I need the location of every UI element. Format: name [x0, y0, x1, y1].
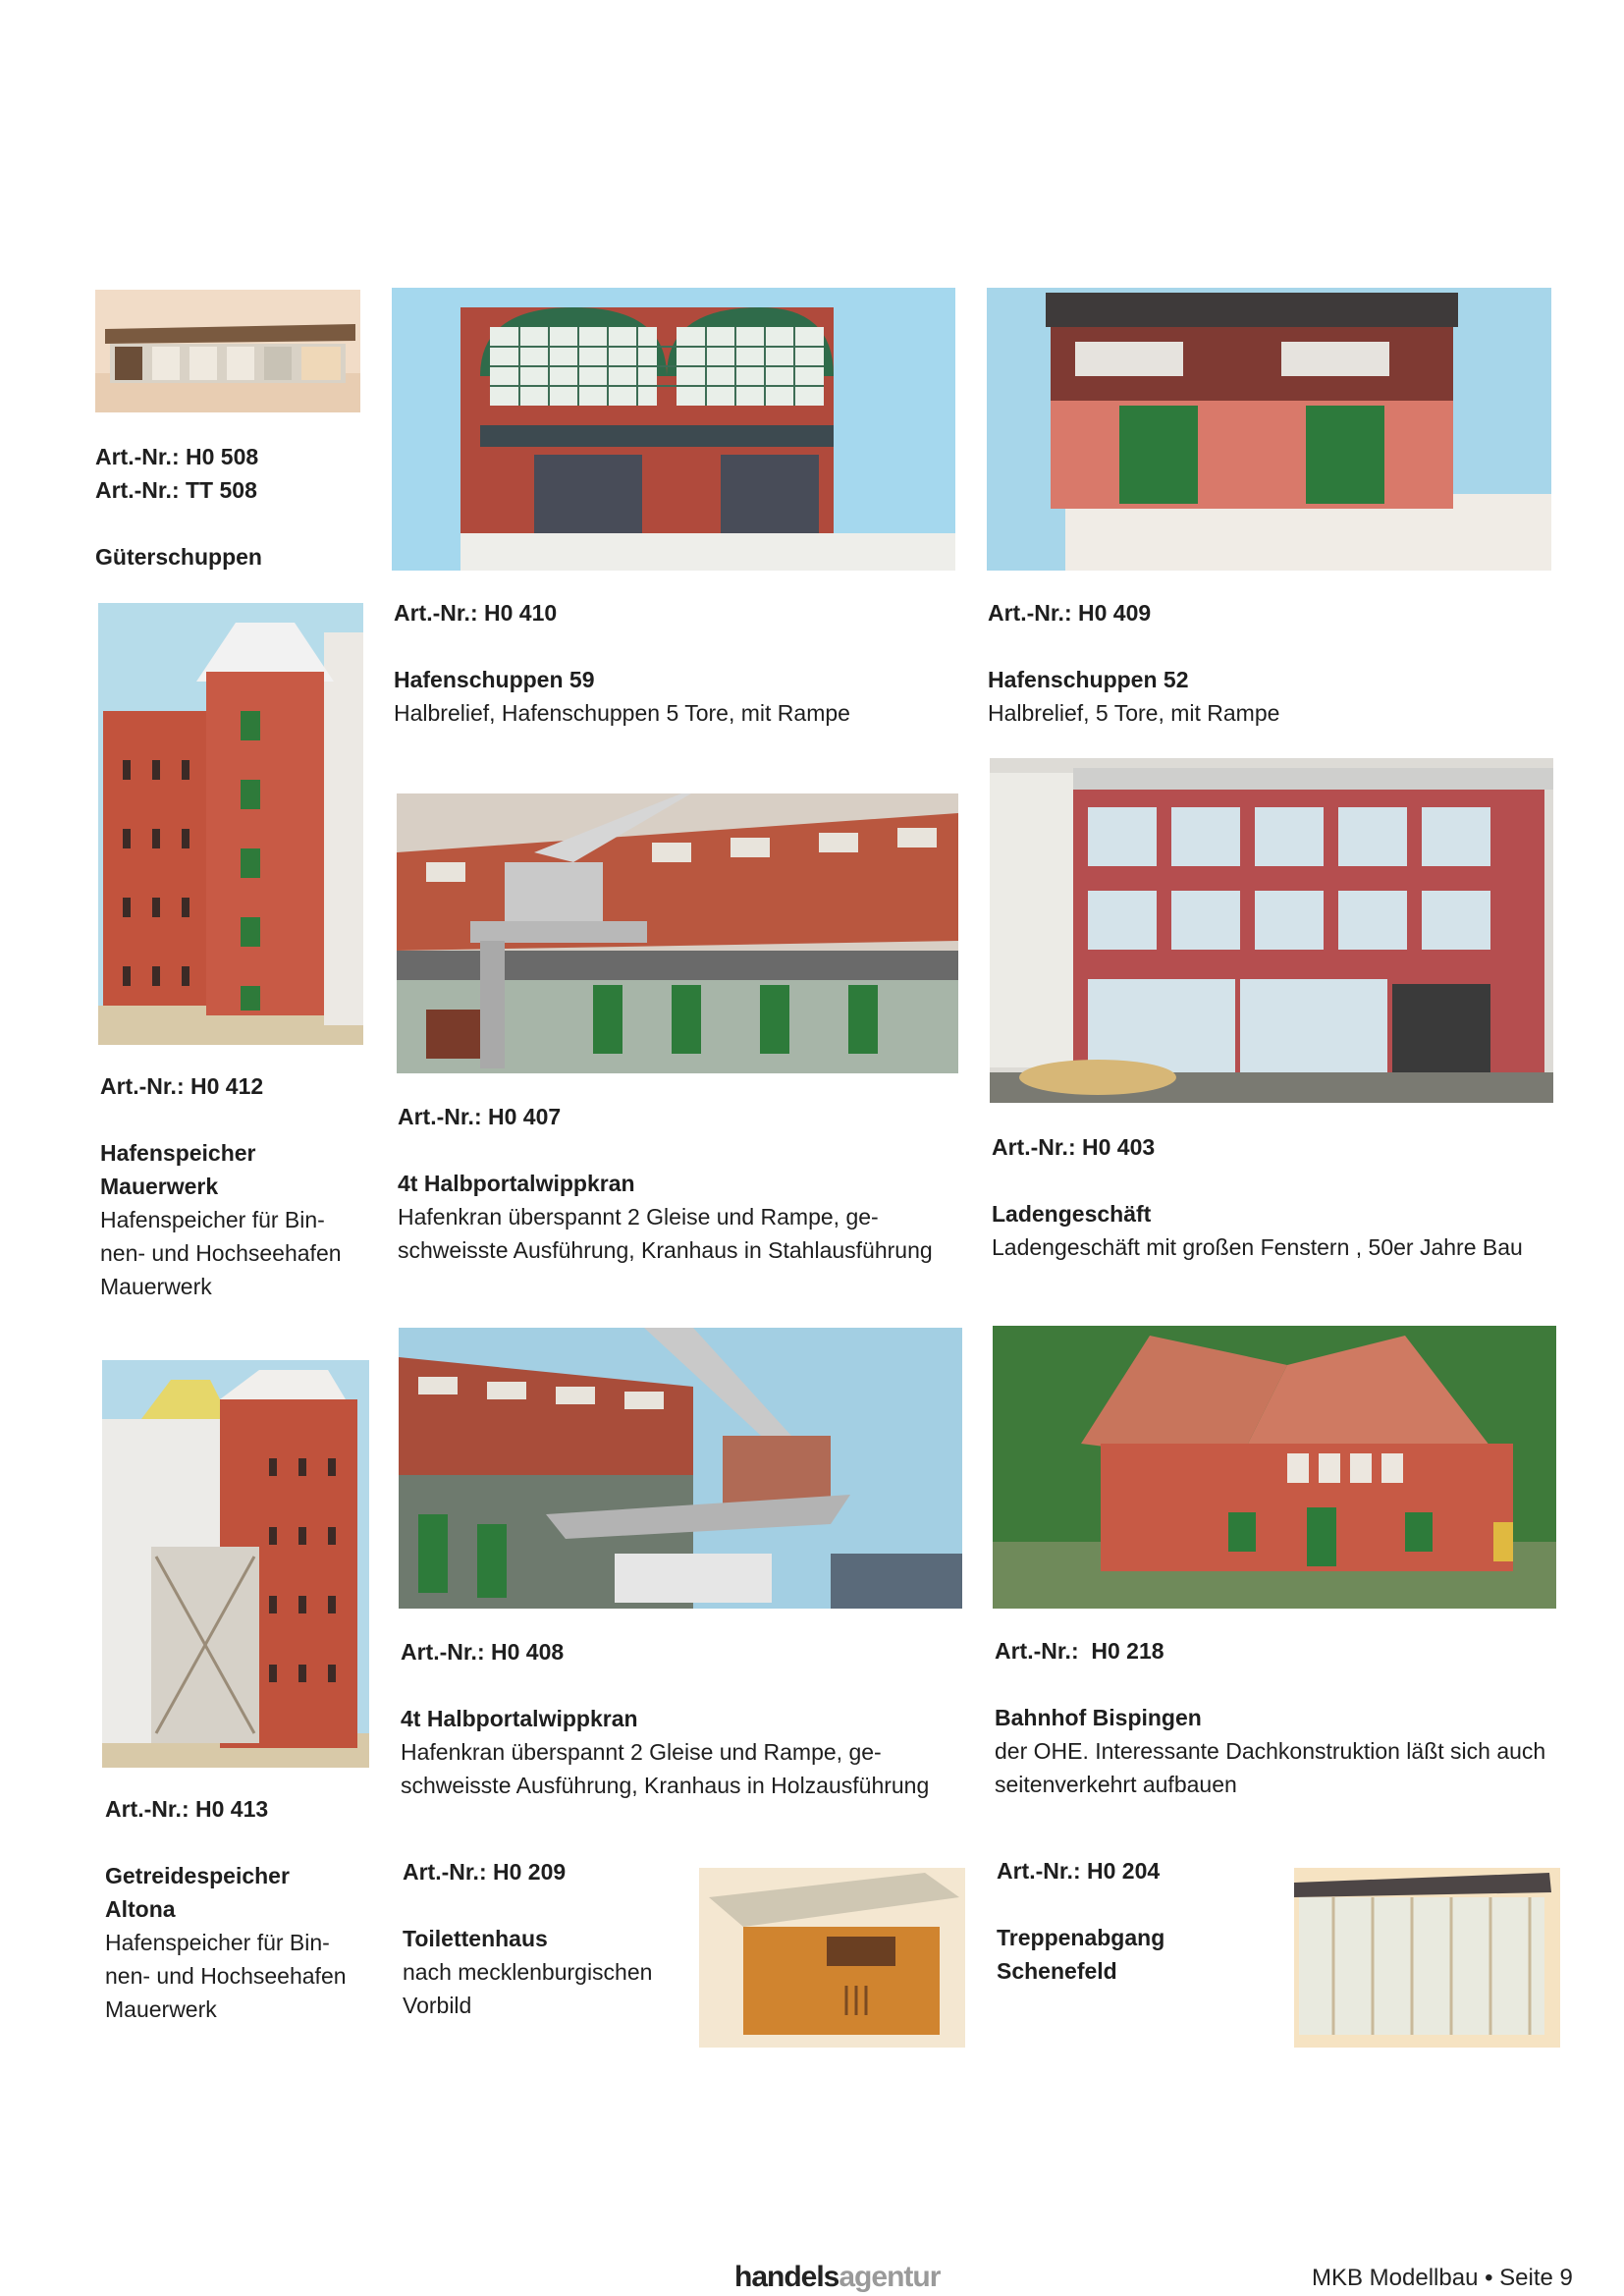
- product-title: Altona: [105, 1896, 176, 1922]
- caption-h0508: [95, 440, 262, 574]
- product-description: nach mecklenburgischen: [403, 1959, 653, 1985]
- product-title: Bahnhof Bispingen: [995, 1705, 1202, 1730]
- article-number: Art.-Nr.: H0 409: [988, 600, 1152, 626]
- product-title: Güterschuppen: [95, 544, 262, 570]
- product-title: 4t Halbportalwippkran: [398, 1171, 635, 1196]
- article-number: Art.-Nr.: H0 218: [995, 1638, 1164, 1664]
- product-description: Vorbild: [403, 1993, 472, 2018]
- product-description: nen- und Hochseehafen: [100, 1240, 342, 1266]
- product-description: Halbrelief, 5 Tore, mit Rampe: [988, 700, 1280, 726]
- photo-halbportalwippkran-holz: [399, 1328, 962, 1609]
- photo-hafenschuppen-52: [987, 288, 1551, 571]
- article-number: Art.-Nr.: H0 209: [403, 1859, 567, 1885]
- product-title: Ladengeschäft: [992, 1201, 1152, 1227]
- product-description: schweisste Ausführung, Kranhaus in Stahlausführung: [398, 1237, 933, 1263]
- brand-light: agentur: [839, 2261, 941, 2293]
- product-description: nen- und Hochseehafen: [105, 1963, 347, 1989]
- product-title: Treppenabgang: [997, 1925, 1165, 1950]
- product-title: 4t Halbportalwippkran: [401, 1706, 638, 1731]
- page-footer: MKB Modellbau • Seite 9: [1312, 2265, 1573, 2291]
- product-description: Hafenkran überspannt 2 Gleise und Rampe, ge-: [401, 1739, 882, 1765]
- caption-h0407: [398, 1100, 933, 1267]
- product-description: Halbrelief, Hafenschuppen 5 Tore, mit Rampe: [394, 700, 850, 726]
- product-title: Toilettenhaus: [403, 1926, 548, 1951]
- product-description: Mauerwerk: [100, 1274, 212, 1299]
- photo-toilettenhaus: [699, 1868, 965, 2048]
- article-number: Art.-Nr.: H0 412: [100, 1073, 264, 1099]
- product-description: Mauerwerk: [105, 1996, 217, 2022]
- photo-getreidespeicher-altona: [102, 1360, 369, 1768]
- product-description: Hafenspeicher für Bin-: [105, 1930, 330, 1955]
- caption-h0204: [997, 1854, 1164, 1988]
- caption-h0409: [988, 596, 1279, 730]
- article-number: Art.-Nr.: TT 508: [95, 477, 257, 503]
- product-description: Hafenspeicher für Bin-: [100, 1207, 325, 1232]
- product-description: Hafenkran überspannt 2 Gleise und Rampe, ge-: [398, 1204, 879, 1230]
- product-title: Schenefeld: [997, 1958, 1117, 1984]
- article-number: Art.-Nr.: H0 410: [394, 600, 558, 626]
- product-description: der OHE. Interessante Dachkonstruktion läßt sich auch: [995, 1738, 1546, 1764]
- product-description: schweisste Ausführung, Kranhaus in Holzausführung: [401, 1773, 930, 1798]
- photo-hafenspeicher-mauerwerk: [98, 603, 363, 1045]
- caption-h0209: [403, 1855, 652, 2022]
- article-number: Art.-Nr.: H0 403: [992, 1134, 1156, 1160]
- photo-gueterschuppen: [95, 290, 360, 412]
- caption-h0412: [100, 1069, 342, 1303]
- footer-brand-logo: [734, 2261, 940, 2294]
- product-title: Hafenschuppen 59: [394, 667, 595, 692]
- photo-bahnhof-bispingen: [993, 1326, 1556, 1609]
- photo-treppenabgang-schenefeld: [1294, 1868, 1560, 2048]
- product-title: Hafenschuppen 52: [988, 667, 1189, 692]
- photo-ladengeschaeft: [990, 758, 1553, 1103]
- product-title: Mauerwerk: [100, 1174, 219, 1199]
- article-number: Art.-Nr.: H0 408: [401, 1639, 565, 1665]
- caption-h0408: [401, 1635, 929, 1802]
- caption-h0403: [992, 1130, 1523, 1264]
- product-description: Ladengeschäft mit großen Fenstern , 50er Jahre Bau: [992, 1234, 1523, 1260]
- photo-halbportalwippkran-stahl: [397, 793, 958, 1073]
- article-number: Art.-Nr.: H0 204: [997, 1858, 1161, 1884]
- caption-h0218: [995, 1634, 1545, 1801]
- article-number: Art.-Nr.: H0 508: [95, 444, 259, 469]
- product-title: Hafenspeicher: [100, 1140, 256, 1166]
- article-number: Art.-Nr.: H0 407: [398, 1104, 562, 1129]
- product-description: seitenverkehrt aufbauen: [995, 1772, 1237, 1797]
- brand-dark: handels: [734, 2261, 839, 2293]
- product-title: Getreidespeicher: [105, 1863, 290, 1888]
- caption-h0410: [394, 596, 850, 730]
- article-number: Art.-Nr.: H0 413: [105, 1796, 269, 1822]
- photo-hafenschuppen-59: [392, 288, 955, 571]
- caption-h0413: [105, 1792, 347, 2026]
